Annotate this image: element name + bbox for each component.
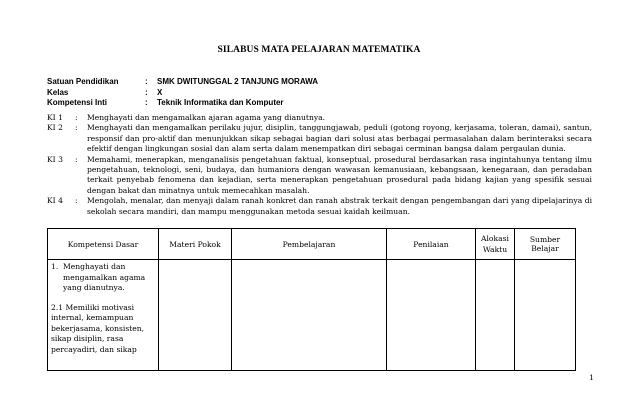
ki-row-4 — [47, 196, 592, 217]
header-alokasi-waktu: Alokasi Waktu — [476, 229, 515, 260]
meta-key: Kelas — [47, 87, 69, 97]
cell-materi-pokok — [159, 260, 232, 371]
cell-sumber-belajar — [515, 260, 576, 371]
ki-sep: : — [75, 154, 78, 164]
meta-key: Satuan Pendidikan — [47, 77, 119, 86]
header-kompetensi-dasar: Kompetensi Dasar — [48, 229, 159, 260]
kd-item-number: 1. — [51, 262, 59, 271]
ki-key: KI 3 — [47, 154, 63, 164]
ki-row-2 — [47, 123, 592, 154]
meta-key: Kompetensi Inti — [47, 98, 108, 107]
kd-item-text: Menghayati dan mengamalkan agama yang dianutnya. — [63, 262, 146, 292]
header-penilaian: Penilaian — [387, 229, 476, 260]
ki-key: KI 1 — [47, 113, 63, 122]
table-row — [48, 260, 576, 371]
ki-sep: : — [75, 123, 78, 133]
ki-text: Menghayati dan mengamalkan ajaran agama yang dianutnya. — [87, 113, 326, 122]
meta-value: SMK DWITUNGGAL 2 TANJUNG MORAWA — [157, 77, 319, 86]
meta-sep: : — [145, 77, 148, 86]
ki-key: KI 2 — [47, 123, 63, 133]
cell-pembelajaran — [232, 260, 387, 371]
ki-text: Mengolah, menalar, dan menyaji dalam ranah konkret dan ranah abstrak terkait dengan pengembangan dari yang dipelajarinya di sekolah secara mandiri, dan mampu menggunakan metoda sesuai kaidah keilmuan. — [87, 196, 592, 216]
kd-item-1 — [51, 262, 155, 294]
meta-sep: : — [145, 98, 148, 107]
meta-row-kompetensi-inti — [47, 98, 318, 109]
meta-row-kelas — [47, 88, 318, 99]
cell-alokasi-waktu — [476, 260, 515, 371]
meta-sep: : — [145, 87, 148, 97]
cell-penilaian — [387, 260, 476, 371]
ki-key: KI 4 — [47, 196, 63, 206]
header-sumber-belajar: Sumber Belajar — [515, 229, 576, 260]
ki-text: Memahami, menerapkan, menganalisis pengetahuan faktual, konseptual, prosedural berdasarkan rasa ingintahunya tentang ilmu pengetahuan, teknologi, seni, budaya, dan humaniora dengan wawasan kemanusiaan, kebangsaan, kenegaraan, dan peradaban terkait penyebab fenomena dan kejadian, serta menerapkan pengetahuan prosedural pada bidang kajian yang spesifik sesuai dengan bakat dan minatnya untuk memecahkan masalah. — [87, 154, 592, 195]
document-title: SILABUS MATA PELAJARAN MATEMATIKA — [217, 45, 421, 55]
ki-row-1 — [47, 113, 592, 123]
kd-item-2: 2.1 Memiliki motivasi internal, kemampuan bekerjasama, konsisten, sikap disiplin, rasa percayadiri, dan sikap — [51, 302, 145, 354]
header-pembelajaran: Pembelajaran — [232, 229, 387, 260]
ki-sep: : — [75, 113, 78, 122]
meta-value: Teknik Informatika dan Komputer — [157, 98, 284, 107]
syllabus-table — [47, 228, 576, 371]
meta-value: X — [157, 87, 163, 97]
ki-text: Menghayati dan mengamalkan perilaku jujur, disiplin, tanggungjawab, peduli (gotong royong, kerjasama, toleran, damai), santun, responsif dan pro-aktif dan menunjukkan sikap sebagai bagian dari solusi atas berbagai permasalahan dalam berinteraksi secara efektif dengan lingkungan sosial dan alam serta dalam menempatkan diri sebagai cerminan bangsa dalam pergaulan dunia. — [87, 123, 592, 154]
cell-kompetensi-dasar — [48, 260, 159, 371]
ki-sep: : — [75, 196, 78, 206]
identity-block — [47, 77, 318, 109]
page-number: 1 — [589, 373, 594, 382]
table-header-row — [48, 229, 576, 260]
meta-row-satuan — [47, 77, 318, 88]
header-materi-pokok: Materi Pokok — [159, 229, 232, 260]
core-competencies — [47, 113, 592, 217]
ki-row-3 — [47, 155, 592, 197]
